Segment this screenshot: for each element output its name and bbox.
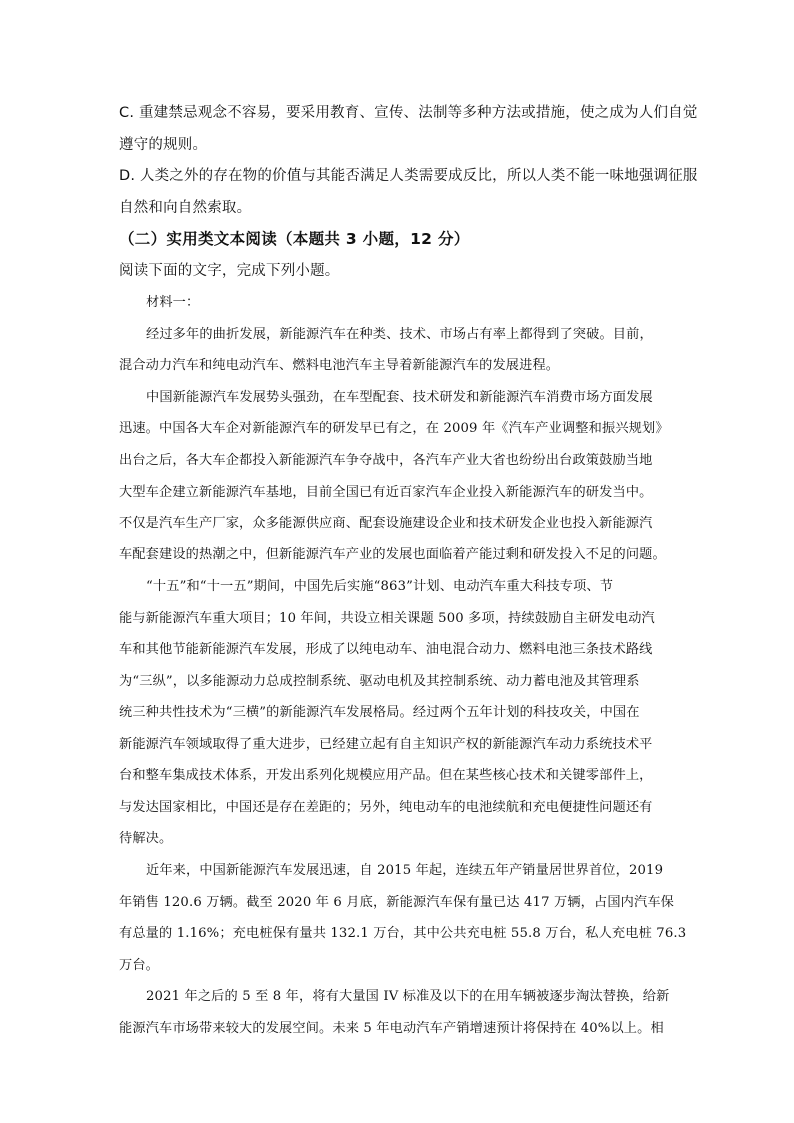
material-line: 迅速。中国各大车企对新能源汽车的研发早已有之，在 2009 年《汽车产业调整和振兴规划》: [119, 421, 669, 436]
material-line: 车和其他节能新能源汽车发展，形成了以纯电动车、油电混合动力、燃料电池三条技术路线: [119, 642, 653, 657]
material-line: 2021 年之后的 5 至 8 年，将有大量国 IV 标准及以下的在用车辆被逐步淘汰替换，给新: [146, 989, 670, 1004]
material-line: 车配套建设的热潮之中，但新能源汽车产业的发展也面临着产能过剩和研发投入不足的问题。: [119, 547, 666, 562]
material-line: 万台。: [119, 958, 160, 973]
material-line: 不仅是汽车生产厂家，众多能源供应商、配套设施建设企业和技术研发企业也投入新能源汽: [119, 516, 653, 531]
option-d-line-1: D. 人类之外的存在物的价值与其能否满足人类需要成反比，所以人类不能一味地强调征服: [119, 168, 698, 184]
material-line: 中国新能源汽车发展势头强劲，在车型配套、技术研发和新能源汽车消费市场方面发展: [146, 390, 653, 405]
material-line: 统三种共性技术为“三横”的新能源汽车发展格局。经过两个五年计划的科技攻关，中国在: [119, 705, 640, 720]
material-label: 材料一：: [146, 295, 200, 310]
material-line: 为“三纵”，以多能源动力总成控制系统、驱动电机及其控制系统、动力蓄电池及其管理系: [119, 674, 640, 689]
option-c-line-1: C. 重建禁忌观念不容易，要采用教育、宣传、法制等多种方法或措施，使之成为人们自觉: [119, 105, 698, 121]
material-line: “十五”和“十一五”期间，中国先后实施“863”计划、电动汽车重大科技专项、节: [146, 579, 614, 594]
material-line: 大型车企建立新能源汽车基地，目前全国已有近百家汽车企业投入新能源汽车的研发当中。: [119, 485, 653, 500]
section-heading: （二）实用类文本阅读（本题共 3 小题，12 分）: [119, 230, 470, 248]
option-c-line-2: 遵守的规则。: [119, 137, 208, 153]
material-line: 出台之后，各大车企都投入新能源汽车争夺战中，各汽车产业大省也纷纷出台政策鼓励当地: [119, 453, 653, 468]
material-line: 能与新能源汽车重大项目；10 年间，共设立相关课题 500 多项，持续鼓励自主研发电动汽: [119, 611, 655, 626]
material-line: 经过多年的曲折发展，新能源汽车在种类、技术、市场占有率上都得到了突破。目前，: [146, 327, 653, 342]
material-line: 混合动力汽车和纯电动汽车、燃料电池汽车主导着新能源汽车的发展进程。: [119, 358, 560, 373]
material-line: 台和整车集成技术体系，开发出系列化规模应用产品。但在某些核心技术和关键零部件上，: [119, 768, 653, 783]
material-line: 能源汽车市场带来较大的发展空间。未来 5 年电动汽车产销增速预计将保持在 40%以上。相: [119, 1021, 664, 1036]
material-line: 与发达国家相比，中国还是存在差距的；另外，纯电动车的电池续航和充电便捷性问题还有: [119, 800, 653, 815]
material-line: 新能源汽车领域取得了重大进步，已经建立起有自主知识产权的新能源汽车动力系统技术平: [119, 737, 653, 752]
material-line: 有总量的 1.16%；充电桩保有量共 132.1 万台，其中公共充电桩 55.8 万台，私人充电桩 76.3: [119, 926, 687, 941]
material-line: 年销售 120.6 万辆。截至 2020 年 6 月底，新能源汽车保有量已达 417 万辆，占国内汽车保: [119, 895, 675, 910]
section-instruction: 阅读下面的文字，完成下列小题。: [119, 263, 340, 279]
material-line: 近年来，中国新能源汽车发展迅速，自 2015 年起，连续五年产销量居世界首位，2019: [146, 863, 664, 878]
material-line: 待解决。: [119, 831, 173, 846]
option-d-line-2: 自然和向自然索取。: [119, 200, 252, 216]
